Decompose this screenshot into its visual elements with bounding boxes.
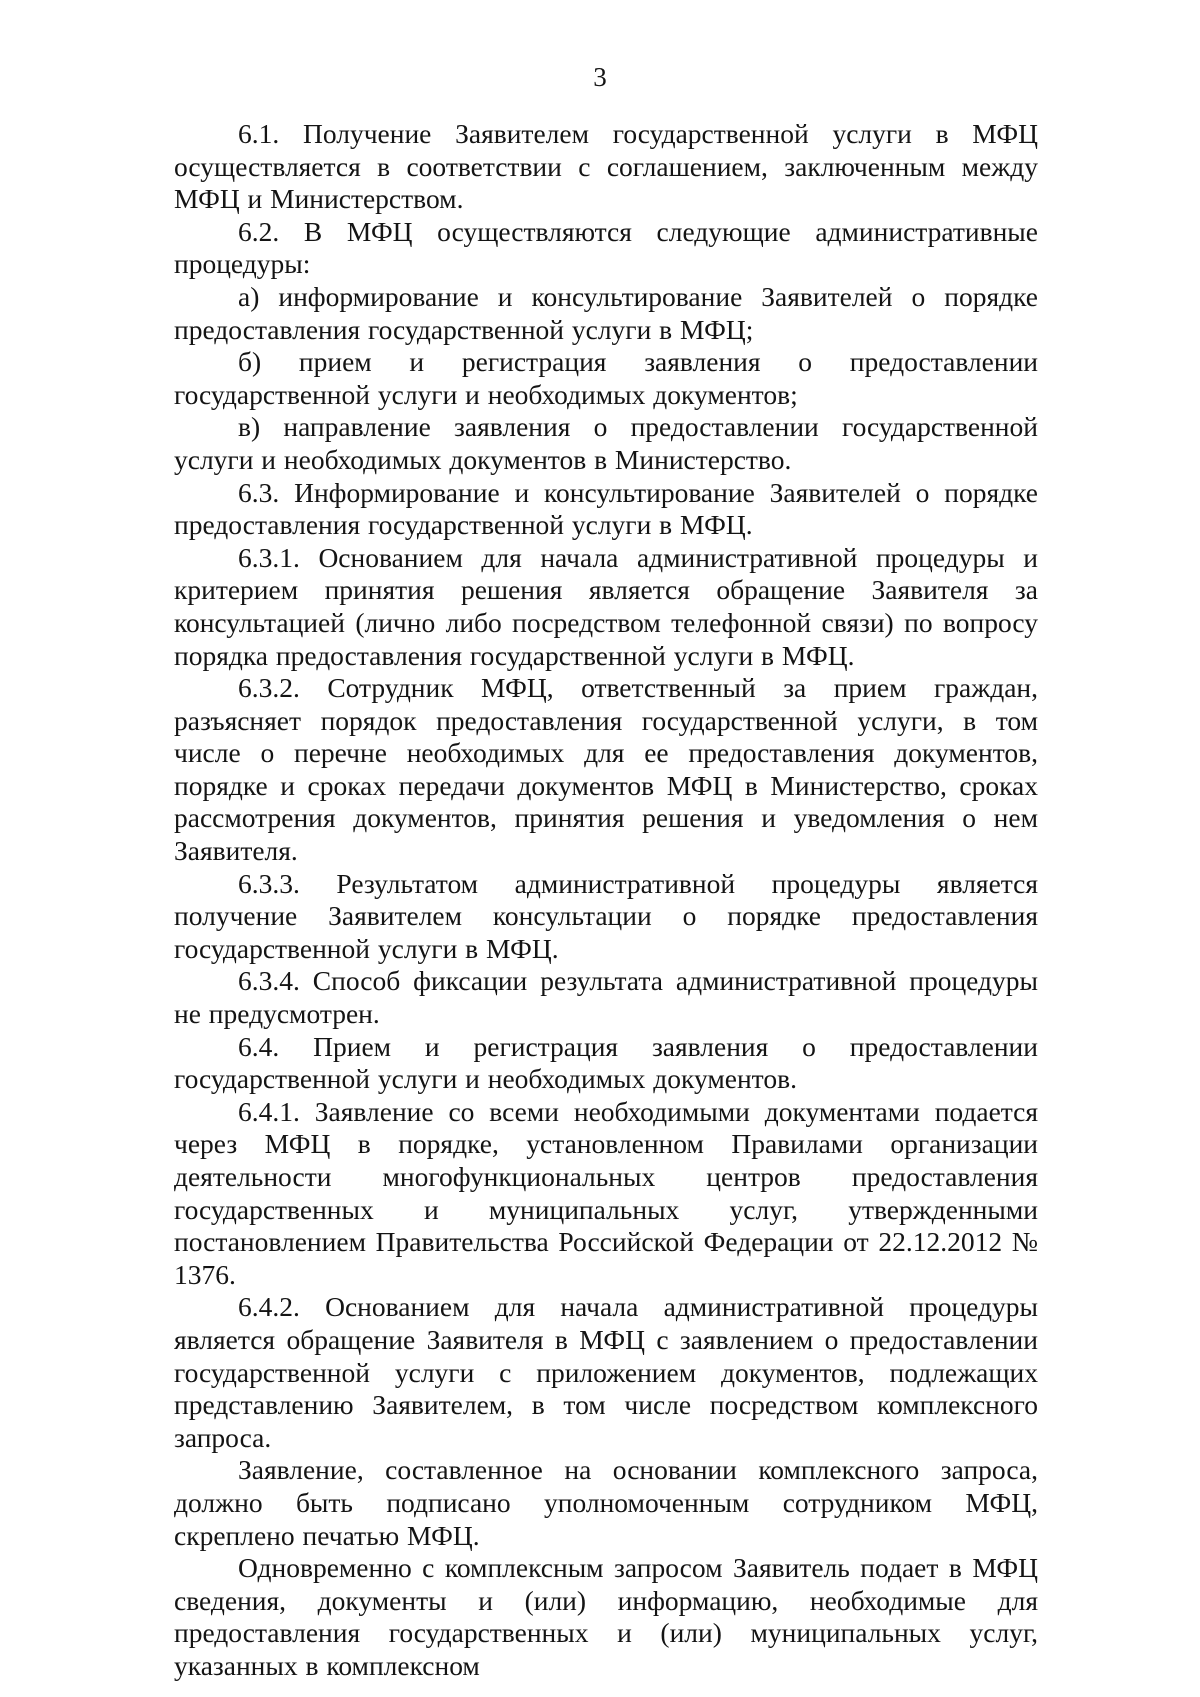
paragraph-6-2-a: а) информирование и консультирование Заявителей о порядке предоставления государственной услуги в МФЦ; bbox=[174, 280, 1038, 345]
paragraph-6-2-v: в) направление заявления о предоставлении государственной услуги и необходимых документов в Министерство. bbox=[174, 411, 1038, 475]
paragraph-6-4-1: 6.4.1. Заявление со всеми необходимыми документами подается через МФЦ в порядке, установленном Правилами организации деятельности многофункциональных центров предоставления государственных и муниципальных услуг, утвержденными постановлением Правительства Российской Федерации от 22.12.2012 № 1376. bbox=[174, 1095, 1038, 1290]
paragraph-6-1: 6.1. Получение Заявителем государственной услуги в МФЦ осуществляется в соответствии с соглашением, заключенным между МФЦ и Министерством. bbox=[174, 118, 1038, 215]
paragraph-6-3-3: 6.3.3. Результатом административной процедуры является получение Заявителем консультации о порядке предоставления государственной услуги в МФЦ. bbox=[174, 867, 1038, 964]
paragraph-complex-request-documents: Одновременно с комплексным запросом Заявитель подает в МФЦ сведения, документы и (или) информацию, необходимые для предоставления государственных и (или) муниципальных услуг, указанных в комплексном bbox=[174, 1552, 1038, 1681]
paragraph-complex-request-signature: Заявление, составленное на основании комплексного запроса, должно быть подписано уполномоченным сотрудником МФЦ, скреплено печатью МФЦ. bbox=[174, 1454, 1038, 1551]
page-number: 3 bbox=[593, 62, 607, 92]
paragraph-6-4: 6.4. Прием и регистрация заявления о предоставлении государственной услуги и необходимых документов. bbox=[174, 1030, 1038, 1095]
paragraph-6-3-4: 6.3.4. Способ фиксации результата административной процедуры не предусмотрен. bbox=[174, 965, 1038, 1030]
document-body bbox=[174, 118, 1038, 1683]
paragraph-6-3-1: 6.3.1. Основанием для начала административной процедуры и критерием принятия решения является обращение Заявителя за консультацией (лично либо посредством телефонной связи) по вопросу порядка предоставления государственной услуги в МФЦ. bbox=[174, 541, 1038, 671]
paragraph-6-3-2: 6.3.2. Сотрудник МФЦ, ответственный за прием граждан, разъясняет порядок предоставления государственной услуги, в том числе о перечне необходимых для ее предоставления документов, порядке и сроках передачи документов МФЦ в Министерство, сроках рассмотрения документов, принятия решения и уведомления о нем Заявителя. bbox=[174, 672, 1038, 867]
paragraph-6-3: 6.3. Информирование и консультирование Заявителей о порядке предоставления государственной услуги в МФЦ. bbox=[174, 476, 1038, 541]
paragraph-6-4-2: 6.4.2. Основанием для начала административной процедуры является обращение Заявителя в МФЦ с заявлением о предоставлении государственной услуги с приложением документов, подлежащих представлению Заявителем, в том числе посредством комплексного запроса. bbox=[174, 1291, 1038, 1453]
paragraph-6-2-b: б) прием и регистрация заявления о предоставлении государственной услуги и необходимых документов; bbox=[174, 346, 1038, 410]
paragraph-6-2: 6.2. В МФЦ осуществляются следующие административные процедуры: bbox=[174, 215, 1038, 280]
